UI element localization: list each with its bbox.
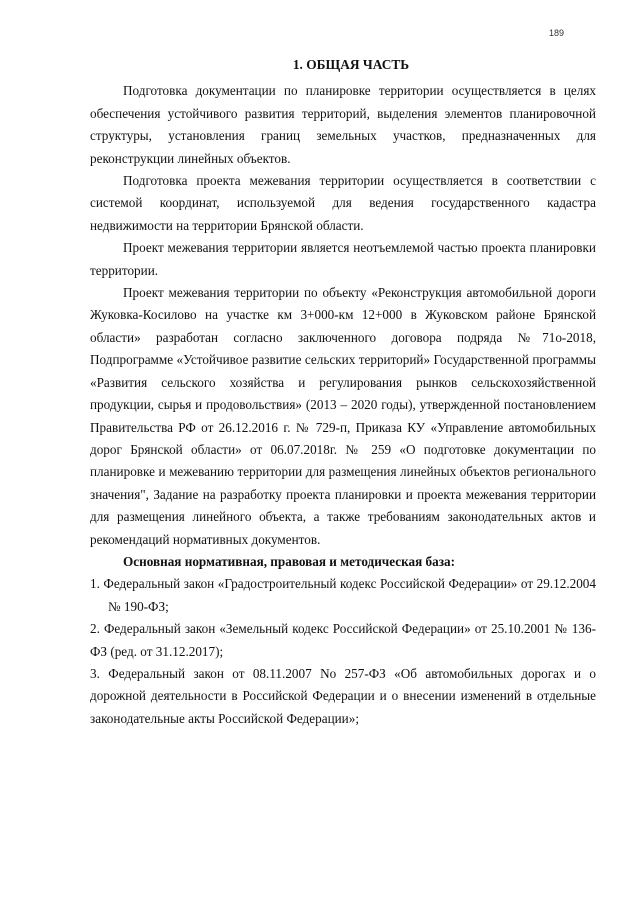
paragraph-coordinates: Подготовка проекта межевания территории осуществляется в соответствии с системой координат, используемой для ведения государственного кадастра недвижимости на территории Брянской области.	[90, 173, 596, 233]
paragraph-purpose: Подготовка документации по планировке территории осуществляется в целях обеспечения устойчивого развития территорий, выделения элементов планировочной структуры, установления границ земельных участков, предназначенных для реконструкции линейных объектов.	[90, 83, 596, 166]
list-item-land-code: 2. Федеральный закон «Земельный кодекс Российской Федерации» от 25.10.2001 № 136-ФЗ (ред. от 31.12.2017);	[90, 621, 596, 659]
list-item-roads-law: 3. Федеральный закон от 08.11.2007 No 257-ФЗ «Об автомобильных дорогах и о дорожной деятельности в Российской Федерации и о внесении изменений в отдельные законодательные акты Российской Федерации»;	[90, 665, 596, 726]
page-number: 189	[548, 28, 564, 38]
legal-base-heading: Основная нормативная, правовая и методическая база:	[123, 553, 455, 569]
document-body	[90, 54, 596, 730]
paragraph-project-basis: Проект межевания территории по объекту «Реконструкция автомобильной дороги Жуковка-Косилово на участке км 3+000-км 12+000 в Жуковском районе Брянской области» разработан согласно заключенного договора подряда №71о-2018, Подпрограмме «Устойчивое развитие сельских территорий» Государственной программы «Развития сельского хозяйства и регулирования рынков сельскохозяйственной продукции, сырья и продовольствия» (2013 – 2020 годы), утвержденной постановлением Правительства РФ от 26.12.2016 г. № 729-п, Приказа КУ «Управление автомобильных дорог Брянской области» от 06.07.2018г. № 259 «О подготовке документации по планировке и межеванию территории для размещения линейных объектов регионального значения", Задание на разработку проекта планировки и проекта межевания территории для размещения линейного объекта, а также требованиям законодательных актов и рекомендаций нормативных документов.	[90, 285, 596, 547]
section-heading: 1. ОБЩАЯ ЧАСТЬ	[292, 57, 410, 72]
list-item-town-planning-code: 1. Федеральный закон «Градостроительный кодекс Российской Федерации» от 29.12.2004 № 190-ФЗ;	[90, 576, 596, 614]
paragraph-integral-part: Проект межевания территории является неотъемлемой частью проекта планировки территории.	[90, 240, 596, 278]
